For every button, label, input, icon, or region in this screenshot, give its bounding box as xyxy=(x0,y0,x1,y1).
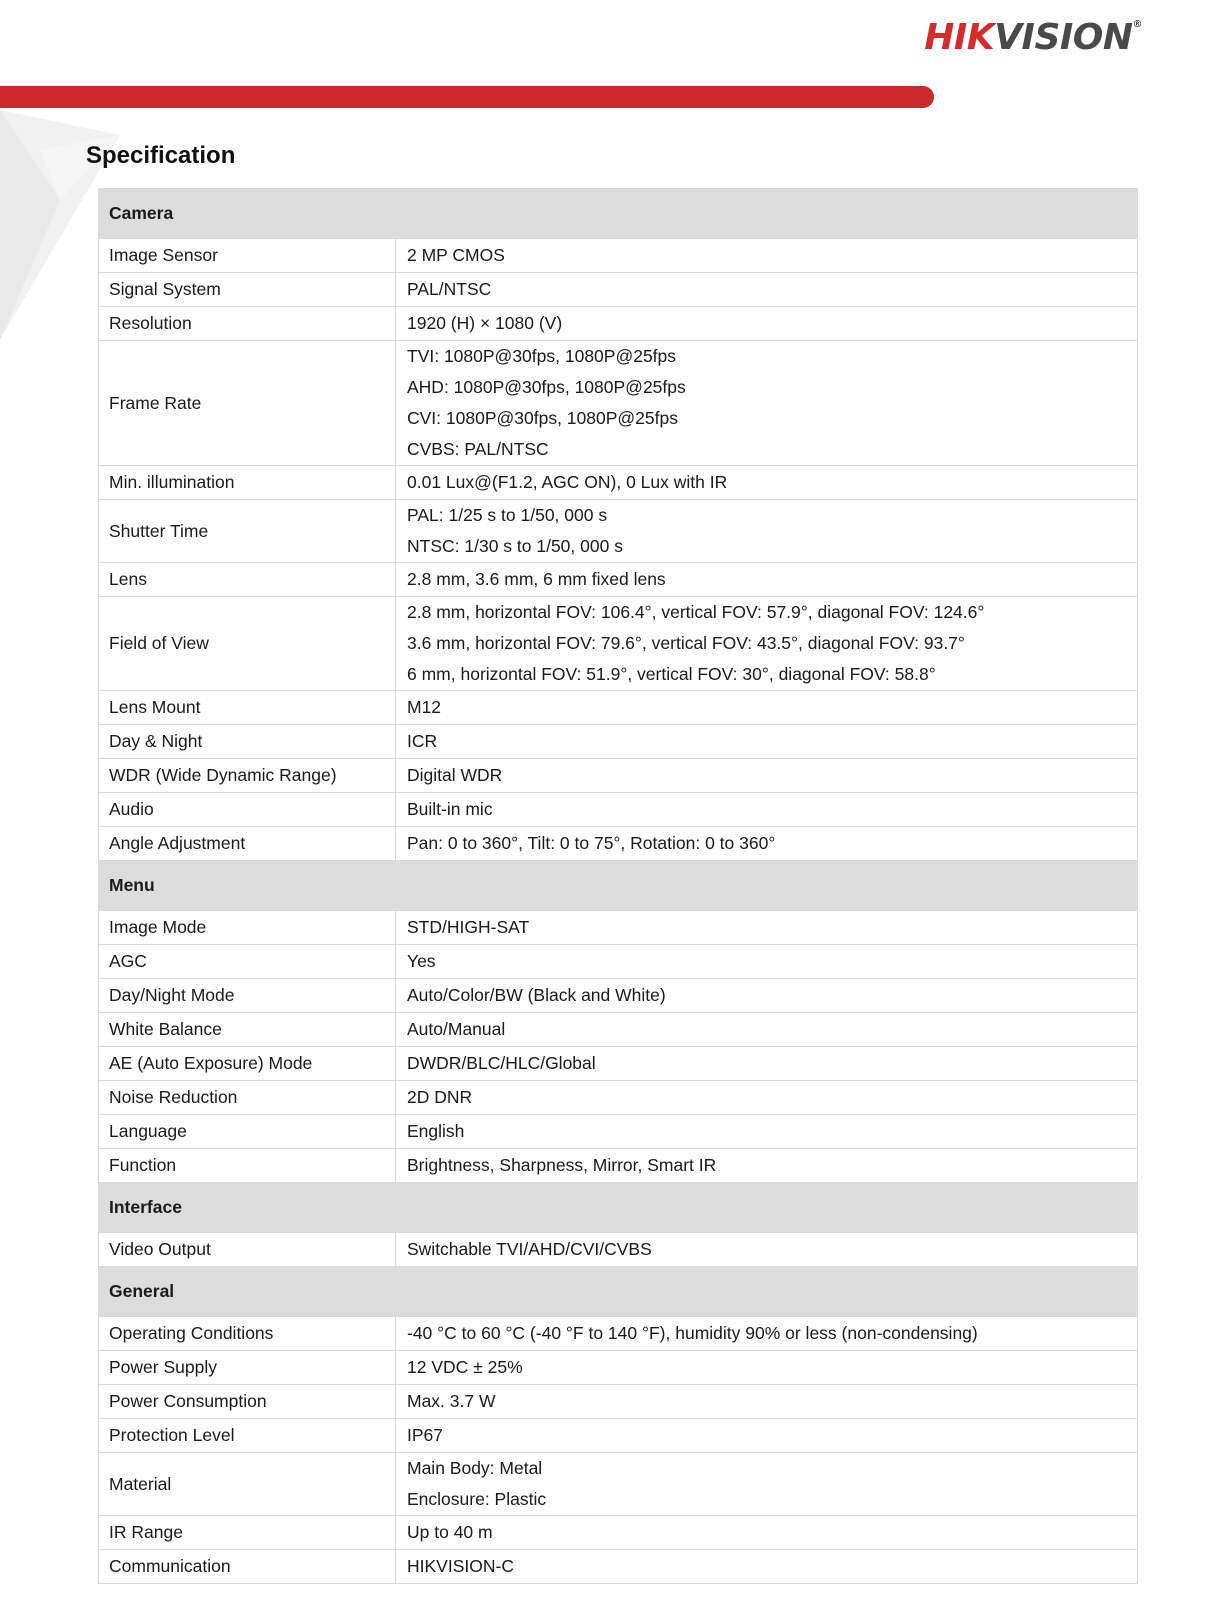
table-row xyxy=(99,1233,1138,1267)
section-title: Interface xyxy=(99,1183,1138,1233)
spec-value: 2.8 mm, horizontal FOV: 106.4°, vertical FOV: 57.9°, diagonal FOV: 124.6° xyxy=(407,602,985,622)
spec-label: Language xyxy=(99,1115,396,1149)
spec-value: Auto/Manual xyxy=(407,1019,506,1039)
table-row xyxy=(99,911,1138,945)
table-row xyxy=(99,307,1138,341)
spec-label: Material xyxy=(99,1453,396,1516)
spec-value: 6 mm, horizontal FOV: 51.9°, vertical FOV: 30°, diagonal FOV: 58.8° xyxy=(407,664,936,684)
table-row xyxy=(99,793,1138,827)
table-row xyxy=(99,239,1138,273)
section-header-row xyxy=(99,861,1138,911)
spec-value: STD/HIGH-SAT xyxy=(407,917,530,937)
spec-value-cell xyxy=(396,979,1138,1013)
spec-label: Min. illumination xyxy=(99,466,396,500)
spec-label: Communication xyxy=(99,1550,396,1584)
spec-label: Function xyxy=(99,1149,396,1183)
spec-value-cell xyxy=(396,1419,1138,1453)
table-row xyxy=(99,1453,1138,1516)
spec-value: Switchable TVI/AHD/CVI/CVBS xyxy=(407,1239,652,1259)
table-row xyxy=(99,1385,1138,1419)
spec-value-cell xyxy=(396,911,1138,945)
spec-value: 2.8 mm, 3.6 mm, 6 mm fixed lens xyxy=(407,569,666,589)
spec-value-cell xyxy=(396,1453,1138,1516)
section-title: Menu xyxy=(99,861,1138,911)
spec-label: White Balance xyxy=(99,1013,396,1047)
spec-value: 0.01 Lux@(F1.2, AGC ON), 0 Lux with IR xyxy=(407,472,728,492)
spec-value: Pan: 0 to 360°, Tilt: 0 to 75°, Rotation: 0 to 360° xyxy=(407,833,776,853)
spec-value: DWDR/BLC/HLC/Global xyxy=(407,1053,596,1073)
table-row xyxy=(99,979,1138,1013)
spec-label: Frame Rate xyxy=(99,341,396,466)
spec-label: Operating Conditions xyxy=(99,1317,396,1351)
spec-value: IP67 xyxy=(407,1425,443,1445)
spec-value-cell xyxy=(396,500,1138,563)
spec-value: Digital WDR xyxy=(407,765,503,785)
spec-label: Day/Night Mode xyxy=(99,979,396,1013)
spec-label: Lens Mount xyxy=(99,691,396,725)
spec-value: Yes xyxy=(407,951,436,971)
table-row xyxy=(99,341,1138,466)
spec-value-cell xyxy=(396,1550,1138,1584)
spec-value: English xyxy=(407,1121,465,1141)
spec-value: NTSC: 1/30 s to 1/50, 000 s xyxy=(407,536,623,556)
table-row xyxy=(99,1317,1138,1351)
table-row xyxy=(99,1013,1138,1047)
spec-label: WDR (Wide Dynamic Range) xyxy=(99,759,396,793)
spec-label: Power Consumption xyxy=(99,1385,396,1419)
spec-value: ICR xyxy=(407,731,438,751)
spec-value-cell xyxy=(396,563,1138,597)
spec-label: Day & Night xyxy=(99,725,396,759)
spec-value: Main Body: Metal xyxy=(407,1458,543,1478)
spec-value: CVBS: PAL/NTSC xyxy=(407,439,549,459)
spec-value-cell xyxy=(396,691,1138,725)
spec-value-cell xyxy=(396,307,1138,341)
spec-label: Shutter Time xyxy=(99,500,396,563)
spec-value-cell xyxy=(396,1013,1138,1047)
section-title: General xyxy=(99,1267,1138,1317)
table-row xyxy=(99,1081,1138,1115)
spec-value-cell xyxy=(396,239,1138,273)
table-row xyxy=(99,273,1138,307)
spec-value: M12 xyxy=(407,697,442,717)
spec-value: PAL: 1/25 s to 1/50, 000 s xyxy=(407,505,608,525)
spec-value: 3.6 mm, horizontal FOV: 79.6°, vertical FOV: 43.5°, diagonal FOV: 93.7° xyxy=(407,633,965,653)
spec-label: Field of View xyxy=(99,597,396,691)
spec-value: Auto/Color/BW (Black and White) xyxy=(407,985,666,1005)
table-row xyxy=(99,1115,1138,1149)
spec-value: TVI: 1080P@30fps, 1080P@25fps xyxy=(407,346,677,366)
table-row xyxy=(99,1149,1138,1183)
spec-value-cell xyxy=(396,341,1138,466)
table-row xyxy=(99,563,1138,597)
spec-value-cell xyxy=(396,1351,1138,1385)
spec-label: Lens xyxy=(99,563,396,597)
spec-value: -40 °C to 60 °C (-40 °F to 140 °F), humidity 90% or less (non-condensing) xyxy=(407,1323,978,1343)
table-row xyxy=(99,725,1138,759)
spec-value: Up to 40 m xyxy=(407,1522,493,1542)
table-row xyxy=(99,1419,1138,1453)
specification-table xyxy=(98,188,1138,1584)
table-row xyxy=(99,597,1138,691)
table-row xyxy=(99,500,1138,563)
spec-value-cell xyxy=(396,827,1138,861)
table-row xyxy=(99,1550,1138,1584)
section-header-row xyxy=(99,1183,1138,1233)
spec-label: IR Range xyxy=(99,1516,396,1550)
spec-value: Enclosure: Plastic xyxy=(407,1489,547,1509)
spec-label: Video Output xyxy=(99,1233,396,1267)
spec-label: AE (Auto Exposure) Mode xyxy=(99,1047,396,1081)
spec-value-cell xyxy=(396,945,1138,979)
spec-label: Protection Level xyxy=(99,1419,396,1453)
spec-value: 1920 (H) × 1080 (V) xyxy=(407,313,563,333)
spec-value: Max. 3.7 W xyxy=(407,1391,496,1411)
section-header-row xyxy=(99,1267,1138,1317)
section-title: Camera xyxy=(99,189,1138,239)
spec-label: Image Mode xyxy=(99,911,396,945)
table-row xyxy=(99,691,1138,725)
header-red-bar xyxy=(0,86,934,108)
spec-label: Resolution xyxy=(99,307,396,341)
table-row xyxy=(99,945,1138,979)
spec-value-cell xyxy=(396,597,1138,691)
spec-label: AGC xyxy=(99,945,396,979)
spec-label: Image Sensor xyxy=(99,239,396,273)
table-row xyxy=(99,827,1138,861)
table-row xyxy=(99,759,1138,793)
spec-label: Angle Adjustment xyxy=(99,827,396,861)
spec-value: Built-in mic xyxy=(407,799,493,819)
spec-value-cell xyxy=(396,1081,1138,1115)
spec-value-cell xyxy=(396,759,1138,793)
spec-value-cell xyxy=(396,793,1138,827)
spec-value: HIKVISION-C xyxy=(407,1556,514,1576)
table-row xyxy=(99,1047,1138,1081)
section-header-row xyxy=(99,189,1138,239)
spec-label: Signal System xyxy=(99,273,396,307)
spec-value: 2 MP CMOS xyxy=(407,245,505,265)
table-row xyxy=(99,466,1138,500)
spec-label: Audio xyxy=(99,793,396,827)
table-row xyxy=(99,1351,1138,1385)
spec-value: Brightness, Sharpness, Mirror, Smart IR xyxy=(407,1155,717,1175)
spec-value: 12 VDC ± 25% xyxy=(407,1357,523,1377)
spec-value: 2D DNR xyxy=(407,1087,473,1107)
spec-value-cell xyxy=(396,1516,1138,1550)
spec-value-cell xyxy=(396,725,1138,759)
spec-value-cell xyxy=(396,1385,1138,1419)
spec-value-cell xyxy=(396,1233,1138,1267)
spec-value: PAL/NTSC xyxy=(407,279,492,299)
table-row xyxy=(99,1516,1138,1550)
page-title: Specification xyxy=(86,142,236,169)
spec-value-cell xyxy=(396,1317,1138,1351)
spec-label: Power Supply xyxy=(99,1351,396,1385)
hikvision-logo: HIKVISION® xyxy=(924,17,1142,58)
spec-value-cell xyxy=(396,466,1138,500)
spec-value: AHD: 1080P@30fps, 1080P@25fps xyxy=(407,377,686,397)
spec-label: Noise Reduction xyxy=(99,1081,396,1115)
spec-value: CVI: 1080P@30fps, 1080P@25fps xyxy=(407,408,678,428)
spec-value-cell xyxy=(396,273,1138,307)
spec-value-cell xyxy=(396,1149,1138,1183)
spec-value-cell xyxy=(396,1115,1138,1149)
spec-value-cell xyxy=(396,1047,1138,1081)
